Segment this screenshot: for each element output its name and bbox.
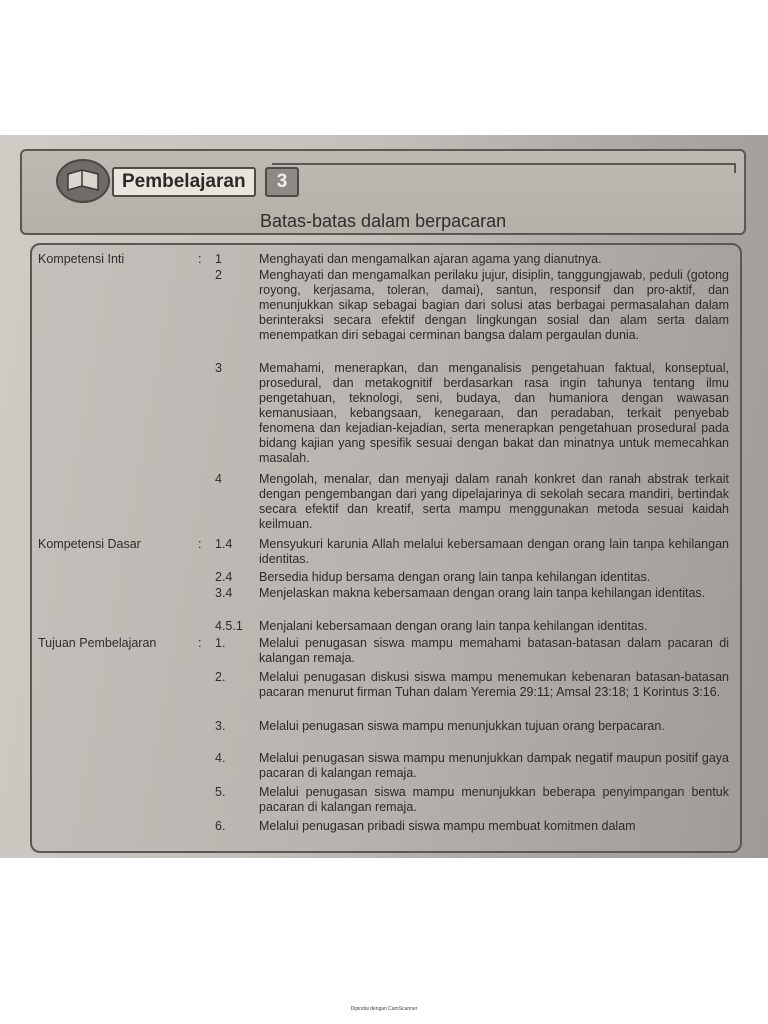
item-text: Mensyukuri karunia Allah melalui kebersamaan dengan orang lain tanpa kehilangan identitas.	[259, 537, 729, 566]
tp-label: Tujuan Pembelajaran	[38, 636, 157, 650]
scanned-page-photo	[0, 135, 768, 858]
book-icon	[56, 159, 110, 203]
lesson-number: 3	[265, 167, 299, 197]
item-text: Mengolah, menalar, dan menyaji dalam ranah konkret dan ranah abstrak terkait dengan pengembangan dari yang dipelajarinya di sekolah secara mandiri, bertindak secara efektif dan kreatif, serta mampu menggunakan metoda sesuai kaidah keilmuan.	[259, 472, 729, 531]
header-decoration-line	[272, 163, 736, 173]
item-text: Melalui penugasan siswa mampu memahami batasan-batasan dalam pacaran di kalangan remaja.	[259, 636, 729, 665]
ki-colon: :	[198, 252, 202, 266]
item-number: 6.	[215, 819, 226, 833]
kd-colon: :	[198, 537, 202, 551]
lesson-label: Pembelajaran	[112, 167, 256, 197]
item-text: Bersedia hidup bersama dengan orang lain tanpa kehilangan identitas.	[259, 570, 651, 584]
item-text: Menghayati dan mengamalkan ajaran agama yang dianutnya.	[259, 252, 602, 266]
item-text: Melalui penugasan siswa mampu menunjukkan dampak negatif maupun positif gaya pacaran di kalangan remaja.	[259, 751, 729, 780]
lesson-header	[20, 149, 746, 235]
item-number: 3.4	[215, 586, 233, 600]
item-number: 1	[215, 252, 222, 266]
item-number: 2.	[215, 670, 226, 684]
item-number: 2	[215, 268, 222, 282]
item-number: 4.5.1	[215, 619, 243, 633]
item-text: Melalui penugasan siswa mampu menunjukkan tujuan orang berpacaran.	[259, 719, 665, 733]
item-text: Memahami, menerapkan, dan menganalisis pengetahuan faktual, konseptual, prosedural, dan metakognitif berdasarkan rasa ingin tahunya tentang ilmu pengetahuan, teknologi, seni, budaya, dan humaniora dengan wawasan kemanusiaan, kebangsaan, kenegaraan, dan peradaban, terkait penyebab fenomena dan kejadian-kejadian, serta menerapkan pengetahuan prosedural pada bidang kajian yang spesifik sesuai dengan bakat dan minatnya untuk memecahkan masalah.	[259, 361, 729, 465]
item-number: 4	[215, 472, 222, 486]
item-number: 2.4	[215, 570, 233, 584]
item-number: 3	[215, 361, 222, 375]
item-text: Melalui penugasan siswa mampu menunjukkan beberapa penyimpangan bentuk pacaran di kalangan remaja.	[259, 785, 729, 814]
item-number: 3.	[215, 719, 226, 733]
kd-label: Kompetensi Dasar	[38, 537, 141, 551]
tp-colon: :	[198, 636, 202, 650]
item-text: Melalui penugasan diskusi siswa mampu menemukan kebenaran batasan-batasan pacaran menurut firman Tuhan dalam Yeremia 29:11; Amsal 23:18; 1 Korintus 3:16.	[259, 670, 729, 699]
item-number: 4.	[215, 751, 226, 765]
item-text: Menjalani kebersamaan dengan orang lain tanpa kehilangan identitas.	[259, 619, 648, 633]
item-text: Melalui penugasan pribadi siswa mampu membuat komitmen dalam	[259, 819, 636, 833]
ki-label: Kompetensi Inti	[38, 252, 125, 266]
scanner-watermark: Dipindai dengan CamScanner	[350, 1006, 418, 1012]
competency-table	[30, 243, 742, 853]
item-text: Menjelaskan makna kebersamaan dengan orang lain tanpa kehilangan identitas.	[259, 586, 706, 600]
item-number: 1.	[215, 636, 226, 650]
item-text: Menghayati dan mengamalkan perilaku jujur, disiplin, tanggungjawab, peduli (gotong royong, kerjasama, toleran, damai), santun, responsif dan pro-aktif, dan menunjukkan sikap sebagai bagian dari solusi atas berbagai permasalahan dalam berinteraksi secara efektif dengan lingkungan sosial dan alam serta dalam menempatkan diri sebagai cerminan bangsa dalam pergaulan dunia.	[259, 268, 729, 342]
item-number: 1.4	[215, 537, 233, 551]
item-number: 5.	[215, 785, 226, 799]
lesson-title: Batas-batas dalam berpacaran	[260, 211, 507, 231]
